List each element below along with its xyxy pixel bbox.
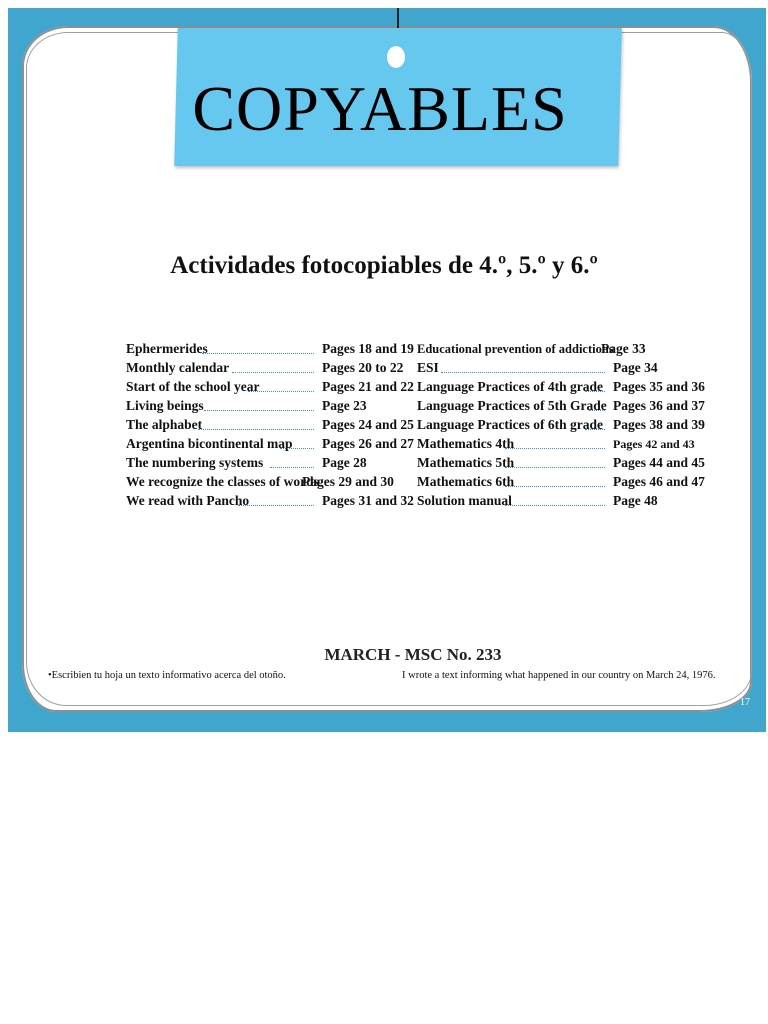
toc-entry-page: Pages 21 and 22 xyxy=(322,379,414,394)
toc-entry-label: Mathematics 4th xyxy=(417,436,515,451)
leader-dots xyxy=(198,429,314,430)
toc-entry-page: Pages 35 and 36 xyxy=(613,379,705,394)
toc-entry-label: Language Practices of 5th Grade xyxy=(417,398,607,413)
toc-entry-page: Pages 24 and 25 xyxy=(322,417,414,432)
toc-entry-page: Page 28 xyxy=(322,455,367,470)
leader-dots xyxy=(585,429,605,430)
toc-entry-page: Pages 18 and 19 xyxy=(322,341,414,356)
leader-dots xyxy=(505,486,605,487)
toc-entry-label: Start of the school year xyxy=(126,379,260,394)
issue-title: MARCH - MSC No. 233 xyxy=(324,645,502,664)
leader-dots xyxy=(204,410,314,411)
toc-entry-label: We read with Pancho xyxy=(126,493,250,508)
toc-entry-label: Mathematics 6th xyxy=(417,474,515,489)
leader-dots xyxy=(505,505,605,506)
toc-entry-label: Solution manual xyxy=(417,493,512,508)
leader-dots xyxy=(505,448,605,449)
leader-dots xyxy=(238,505,314,506)
toc-entry-page: Page 33 xyxy=(601,341,646,356)
footnote-right: I wrote a text informing what happened in our country on March 24, 1976. xyxy=(402,670,716,681)
leader-dots xyxy=(270,467,314,468)
toc-entry-label: Ephermerides xyxy=(126,341,208,356)
toc-entry-page: Pages 42 and 43 xyxy=(613,437,695,451)
toc-entry-label: Argentina bicontinental map xyxy=(126,436,293,451)
leader-dots xyxy=(585,391,605,392)
tag-hole xyxy=(387,46,405,68)
leader-dots xyxy=(505,467,605,468)
toc-entry-label: Mathematics 5th xyxy=(417,455,515,470)
toc-entry-page: Pages 26 and 27 xyxy=(322,436,414,451)
leader-dots xyxy=(232,372,314,373)
toc-entry-page: Page 34 xyxy=(613,360,658,375)
subtitle: Actividades fotocopiables de 4.º, 5.º y 6.º xyxy=(170,252,598,279)
leader-dots xyxy=(589,410,605,411)
toc-entry-page: Pages 36 and 37 xyxy=(613,398,705,413)
toc-entry-label: The numbering systems xyxy=(126,455,264,470)
toc-entry-label: Educational prevention of addictions xyxy=(417,342,614,356)
page-title: COPYABLES xyxy=(192,73,568,144)
toc-entry-label: ESI xyxy=(417,360,439,375)
leader-dots xyxy=(248,391,314,392)
toc-entry-page: Pages 46 and 47 xyxy=(613,474,705,489)
leader-dots xyxy=(280,448,314,449)
toc-entry-page: Page 23 xyxy=(322,398,367,413)
toc-entry-label: Monthly calendar xyxy=(126,360,230,375)
toc-entry-label: Language Practices of 6th grade xyxy=(417,417,603,432)
toc-entry-label: Language Practices of 4th grade xyxy=(417,379,603,394)
toc-entry-page: Page 48 xyxy=(613,493,658,508)
toc-entry-label: Living beings xyxy=(126,398,204,413)
toc-entry-page: Pages 29 and 30 xyxy=(302,474,394,489)
leader-dots xyxy=(202,353,314,354)
toc-entry-label: We recognize the classes of words xyxy=(126,474,319,489)
toc-entry-label: The alphabet xyxy=(126,417,203,432)
toc-entry-page: Pages 44 and 45 xyxy=(613,455,705,470)
toc-entry-page: Pages 31 and 32 xyxy=(322,493,414,508)
toc-entry-page: Pages 38 and 39 xyxy=(613,417,705,432)
footnote-left: •Escribien tu hoja un texto informativo acerca del otoño. xyxy=(48,670,286,681)
page-number: 17 xyxy=(740,697,750,708)
toc-entry-page: Pages 20 to 22 xyxy=(322,360,404,375)
leader-dots xyxy=(441,372,605,373)
